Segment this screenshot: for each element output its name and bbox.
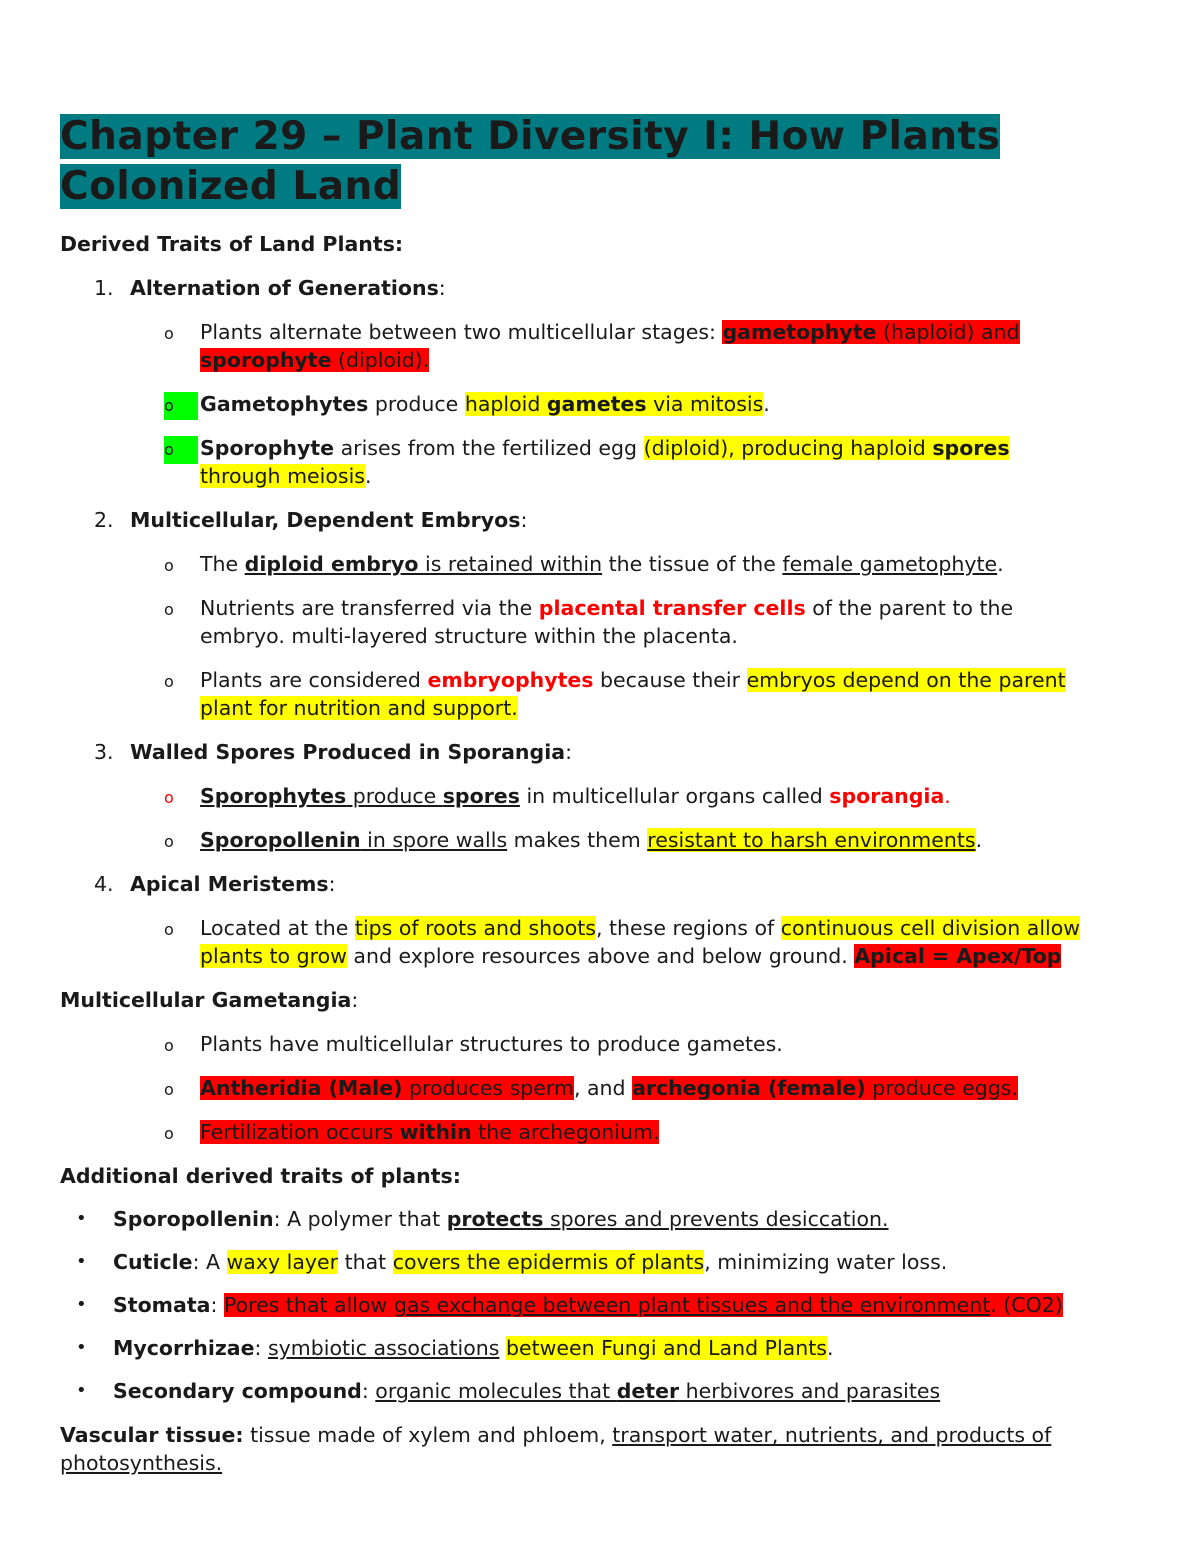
circle-bullet-icon: o bbox=[164, 392, 198, 420]
item-label: Multicellular, Dependent Embryos bbox=[130, 508, 521, 532]
circle-bullet-icon: o bbox=[164, 832, 174, 851]
item-label: Walled Spores Produced in Sporangia bbox=[130, 740, 566, 764]
list-number: 4. bbox=[94, 872, 114, 896]
circle-bullet-icon: o bbox=[164, 1080, 174, 1099]
vascular-tissue-paragraph: Vascular tissue: tissue made of xylem and phloem, transport water, nutrients, and products of photosynthesis. bbox=[60, 1423, 1052, 1475]
bullet-dot-icon: • bbox=[76, 1380, 87, 1401]
gametangia-heading: Multicellular Gametangia: bbox=[60, 988, 359, 1012]
sub-item-embryos-3: o Plants are considered embryophytes because their embryos depend on the parent plant for nutrition and support. bbox=[164, 668, 1066, 720]
bullet-dot-icon: • bbox=[76, 1337, 87, 1358]
bullet-stomata: • Stomata: Pores that allow gas exchange between plant tissues and the environment. (CO2) bbox=[76, 1293, 1063, 1317]
title-line-2: Colonized Land bbox=[60, 164, 402, 209]
sub-item-gametangia-2: o Antheridia (Male) produces sperm, and archegonia (female) produce eggs. bbox=[60, 1074, 1140, 1102]
bullet-secondary-compound: • Secondary compound: organic molecules that deter herbivores and parasites bbox=[76, 1379, 941, 1403]
list-number: 3. bbox=[94, 740, 114, 764]
document-page bbox=[60, 112, 1140, 1477]
derived-traits-heading: Derived Traits of Land Plants: bbox=[60, 232, 404, 256]
sub-item-spores-1: o Sporophytes produce spores in multicellular organs called sporangia. bbox=[60, 782, 1140, 810]
bullet-dot-icon: • bbox=[76, 1294, 87, 1315]
item-label: Alternation of Generations bbox=[130, 276, 439, 300]
circle-bullet-icon: o bbox=[164, 556, 174, 575]
sub-item-gametangia-3: o Fertilization occurs within the archegonium. bbox=[60, 1118, 1140, 1146]
sub-item-alternation-3: o Sporophyte arises from the fertilized egg (diploid), producing haploid spores through meiosis. bbox=[164, 436, 1010, 488]
bullet-dot-icon: • bbox=[76, 1208, 87, 1229]
sub-item-alternation-2: o Gametophytes produce haploid gametes via mitosis. bbox=[60, 390, 1140, 418]
list-item-2: 2. Multicellular, Dependent Embryos: bbox=[94, 508, 528, 532]
circle-bullet-icon: o bbox=[164, 324, 174, 343]
bullet-mycorrhizae: • Mycorrhizae: symbiotic associations between Fungi and Land Plants. bbox=[76, 1336, 834, 1360]
list-item-4: 4. Apical Meristems: bbox=[94, 872, 336, 896]
circle-bullet-icon: o bbox=[164, 672, 174, 691]
circle-bullet-icon: o bbox=[164, 1036, 174, 1055]
additional-traits-heading: Additional derived traits of plants: bbox=[60, 1164, 461, 1188]
bullet-sporopollenin: • Sporopollenin: A polymer that protects spores and prevents desiccation. bbox=[76, 1207, 889, 1231]
sub-item-spores-2: o Sporopollenin in spore walls makes them resistant to harsh environments. bbox=[60, 826, 1140, 854]
list-item-3: 3. Walled Spores Produced in Sporangia: bbox=[94, 740, 572, 764]
chapter-title bbox=[60, 112, 1140, 212]
bullet-cuticle: • Cuticle: A waxy layer that covers the epidermis of plants, minimizing water loss. bbox=[76, 1250, 948, 1274]
list-number: 1. bbox=[94, 276, 114, 300]
sub-item-meristems-1: o Located at the tips of roots and shoots, these regions of continuous cell division allow plants to grow and explore resources above and below ground. Apical = Apex/Top bbox=[164, 916, 1081, 968]
circle-bullet-icon: o bbox=[164, 600, 174, 619]
circle-bullet-icon: o bbox=[164, 436, 198, 464]
sub-item-gametangia-1: o Plants have multicellular structures to produce gametes. bbox=[60, 1030, 1140, 1058]
circle-bullet-icon: o bbox=[164, 920, 174, 939]
title-line-1: Chapter 29 – Plant Diversity I: How Plants bbox=[60, 114, 1001, 159]
bullet-dot-icon: • bbox=[76, 1251, 87, 1272]
circle-bullet-icon: o bbox=[164, 1124, 174, 1143]
sub-item-embryos-2: o Nutrients are transferred via the placental transfer cells of the parent to the embryo. multi-layered structure within the placenta. bbox=[164, 596, 1014, 648]
circle-bullet-icon: o bbox=[164, 788, 174, 807]
sub-item-alternation-1: o Plants alternate between two multicellular stages: gametophyte (haploid) and sporophyte (diploid). bbox=[164, 320, 1020, 372]
list-item-1: 1. Alternation of Generations: bbox=[94, 276, 446, 300]
item-label: Apical Meristems bbox=[130, 872, 329, 896]
list-number: 2. bbox=[94, 508, 114, 532]
sub-item-embryos-1: o The diploid embryo is retained within the tissue of the female gametophyte. bbox=[60, 550, 1140, 578]
